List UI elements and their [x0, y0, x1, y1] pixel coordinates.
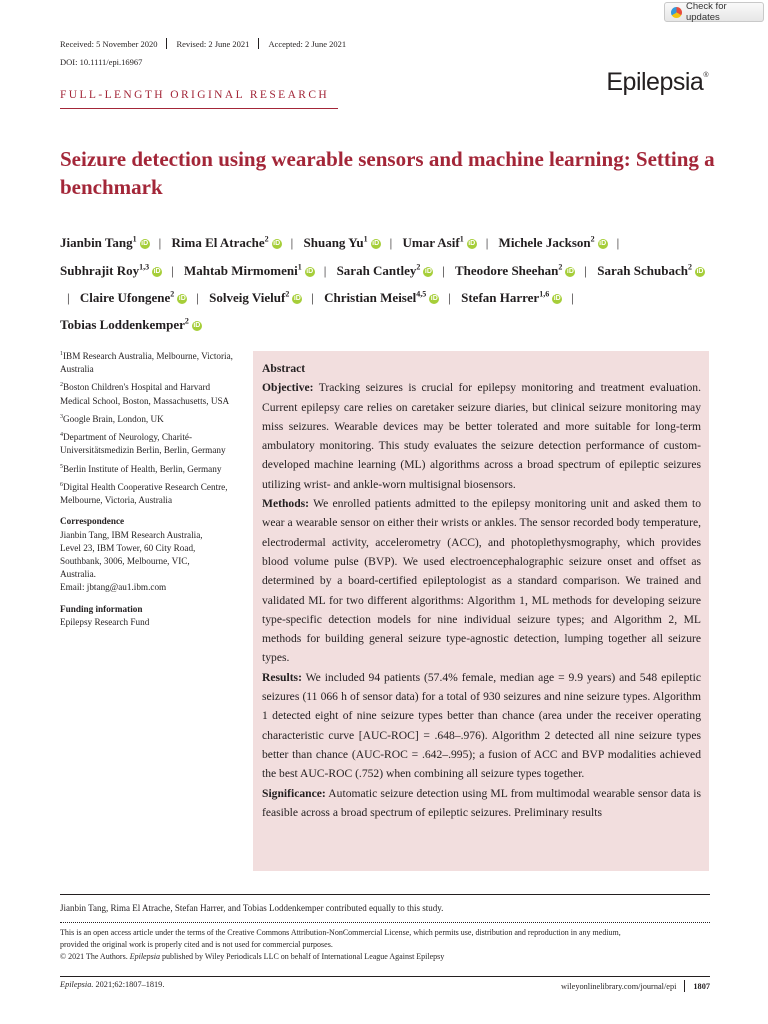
journal-logo [606, 68, 708, 97]
author-separator: | [67, 289, 70, 305]
author-separator: | [389, 235, 393, 251]
author[interactable] [499, 235, 610, 250]
orcid-icon[interactable]: iD [306, 267, 314, 275]
doi[interactable]: DOI: 10.1111/epi.16967 [60, 57, 143, 67]
abstract-box [253, 351, 709, 871]
page-footer [60, 980, 710, 992]
footer-journal: Epilepsia. [60, 980, 94, 989]
author-affiliation-sup: 2 [184, 316, 189, 326]
correspondence-heading: Correspondence [60, 516, 125, 527]
crossmark-icon [671, 7, 682, 18]
objective-label: Objective: [262, 381, 314, 395]
affiliation-text: Google Brain, London, UK [63, 414, 164, 424]
correspondence-line: Jianbin Tang, IBM Research Australia, [60, 529, 203, 540]
divider [166, 38, 167, 49]
abstract-results [262, 668, 701, 784]
author-separator: | [158, 235, 162, 251]
copyright-line [60, 951, 710, 963]
orcid-icon[interactable]: iD [696, 267, 704, 275]
contribution-note: Jianbin Tang, Rima El Atrache, Stefan Harrer, and Tobias Loddenkemper contributed equally to this study. [60, 903, 444, 913]
funding [60, 603, 235, 629]
sidebar-column [60, 348, 235, 635]
author-affiliation-sup: 2 [590, 235, 595, 244]
orcid-icon[interactable]: iD [153, 267, 161, 275]
affiliation [60, 411, 235, 426]
correspondence-line: Southbank, 3006, Melbourne, VIC, [60, 556, 190, 567]
author-affiliation-sup: 2 [416, 262, 421, 272]
author-affiliation-sup: 1,3 [139, 262, 150, 272]
orcid-icon[interactable]: iD [178, 295, 186, 302]
orcid-icon[interactable]: iD [599, 240, 607, 248]
check-for-updates-label: Check for updates [685, 1, 727, 23]
affiliation-number: 6 [60, 481, 63, 488]
author-name: Theodore Sheehan [455, 262, 559, 278]
affiliation-number: 4 [60, 432, 63, 439]
affiliation-text: Digital Health Cooperative Research Centre, Melbourne, Victoria, Australia [60, 482, 228, 506]
author-name: Solveig Vieluf [209, 289, 286, 305]
author[interactable] [455, 263, 577, 278]
author-affiliation-sup: 1,6 [539, 289, 550, 299]
correspondence [60, 515, 235, 594]
journal-url[interactable]: wileyonlinelibrary.com/journal/epi [561, 981, 677, 991]
copyright-prefix: © 2021 The Authors. [60, 952, 130, 961]
author[interactable] [60, 317, 204, 332]
affiliation [60, 429, 235, 457]
objective-text: Tracking seizures is crucial for epilepsy monitoring and treatment evaluation. Current epilepsy care relies on caretaker seizure diaries, but clinical seizure monitoring may miss seizures. Wearable devices may be better tolerated and more suitable for long-term ambulatory monitoring. This study evaluates the seizure detection performance of custom-developed machine learning (ML) algorithms across a broad spectrum of epileptic seizures utilizing wrist- and ankle-worn multisignal biosensors. [262, 381, 701, 491]
author-name: Umar Asif [402, 235, 460, 251]
author-separator: | [442, 262, 445, 278]
orcid-icon[interactable]: iD [372, 240, 380, 248]
license-note [60, 927, 710, 963]
citation [60, 980, 164, 992]
author-affiliation-sup: 2 [558, 262, 563, 272]
author-separator: | [311, 289, 314, 305]
affiliation-number: 1 [60, 351, 63, 357]
author-name: Claire Ufongene [79, 289, 171, 305]
copyright-suffix: published by Wiley Periodicals LLC on behalf of International League Against Epilepsy [159, 952, 445, 961]
author-affiliation-sup: 1 [132, 235, 137, 244]
author[interactable] [172, 235, 284, 250]
author-affiliation-sup: 1 [297, 262, 302, 272]
author-name: Sarah Cantley [336, 262, 417, 278]
significance-label: Significance: [262, 786, 326, 800]
author-separator: | [448, 289, 451, 305]
author-name: Tobias Loddenkemper [60, 317, 185, 333]
methods-label: Methods: [262, 497, 310, 511]
revised-date: Revised: 2 June 2021 [176, 38, 250, 49]
dotted-divider [60, 922, 710, 923]
orcid-icon[interactable]: iD [424, 267, 432, 275]
author-separator: | [616, 235, 620, 251]
results-label: Results: [262, 670, 302, 684]
correspondence-line: Level 23, IBM Tower, 60 City Road, [60, 542, 196, 553]
affiliation-text: Department of Neurology, Charité-Universitätsmedizin Berlin, Berlin, Germany [60, 432, 226, 456]
divider [684, 980, 685, 992]
affiliation [60, 479, 235, 507]
affiliation-text: Berlin Institute of Health, Berlin, Germany [63, 463, 222, 474]
abstract-significance [262, 784, 701, 823]
journal-name: Epilepsia [606, 68, 704, 96]
author-name: Sarah Schubach [597, 262, 688, 278]
author[interactable] [304, 235, 383, 250]
article-dates [60, 38, 346, 49]
orcid-icon[interactable]: iD [273, 240, 281, 248]
author[interactable] [403, 235, 479, 250]
correspondence-email[interactable]: Email: jbtang@au1.ibm.com [60, 582, 167, 593]
footer-citation: 2021;62:1807–1819. [93, 980, 165, 989]
author-affiliation-sup: 4,5 [416, 289, 427, 299]
author-name: Shuang Yu [303, 235, 364, 251]
abstract-objective [262, 378, 701, 494]
author-separator: | [571, 289, 574, 305]
affiliation-text: Boston Children's Hospital and Harvard Medical School, Boston, Massachusetts, USA [60, 382, 230, 406]
orcid-icon[interactable]: iD [293, 295, 301, 302]
author-name: Stefan Harrer [461, 289, 540, 305]
registered-mark: ® [703, 72, 708, 79]
orcid-icon[interactable]: iD [430, 295, 438, 302]
copyright-journal: Epilepsia [129, 952, 160, 961]
author-name: Rima El Atrache [171, 235, 265, 251]
affiliation-number: 5 [60, 463, 63, 470]
author[interactable] [80, 290, 189, 305]
author-separator: | [290, 235, 294, 251]
author-separator: | [196, 289, 199, 305]
author-name: Subhrajit Roy [60, 262, 140, 278]
author[interactable] [184, 263, 317, 278]
funding-text: Epilepsy Research Fund [60, 616, 150, 627]
author-list [60, 228, 720, 337]
section-rule [60, 108, 338, 109]
author-separator: | [584, 262, 588, 278]
author[interactable] [324, 290, 441, 305]
methods-text: We enrolled patients admitted to the epilepsy monitoring unit and asked them to wear a wearable sensor on either their wrists or ankles. The sensor recorded body temperature, electrodermal activity, accelerometry (ACC), and photoplethysmography, which provides blood volume pulse (BVP). We used electroencephalographic seizure onset and offset as determined by a board-certified epileptologist as a standard comparison. We trained and validated ML for two different algorithms: Algorithm 1, ML methods for developing seizure type-specific detection models for nine individual seizure types; and Algorithm 2, ML methods for building general seizure type-agnostic detection, lumping together all seizure types. [262, 497, 701, 665]
author[interactable] [597, 263, 707, 278]
license-line: This is an open access article under the terms of the Creative Commons Attribution-NonCommercial License, which permits use, distribution and reproduction in any medium, [60, 928, 621, 937]
significance-text: Automatic seizure detection using ML from multimodal wearable sensor data is feasible across a broad spectrum of epileptic seizures. Preliminary results [262, 786, 701, 819]
footer-right [561, 980, 710, 992]
author-separator: | [171, 262, 174, 278]
article-title: Seizure detection using wearable sensors and machine learning: Setting a benchmark [60, 147, 715, 199]
author-name: Michele Jackson [498, 235, 591, 251]
orcid-icon[interactable]: iD [468, 240, 476, 248]
correspondence-line: Australia. [60, 569, 96, 580]
author-affiliation-sup: 2 [687, 262, 692, 272]
author-affiliation-sup: 2 [285, 289, 290, 299]
affiliation-number: 3 [60, 413, 63, 420]
affiliations [60, 348, 235, 507]
author[interactable] [209, 290, 304, 305]
license-line: provided the original work is properly cited and is not used for commercial purposes. [60, 940, 333, 949]
author[interactable] [60, 235, 152, 250]
check-for-updates-button[interactable] [664, 2, 764, 22]
received-date: Received: 5 November 2020 [60, 38, 158, 49]
affiliation-number: 2 [60, 382, 63, 389]
abstract-heading: Abstract [262, 362, 306, 375]
funding-heading: Funding information [60, 603, 143, 614]
orcid-icon[interactable]: iD [566, 267, 574, 275]
author-name: Christian Meisel [324, 289, 417, 305]
affiliation [60, 348, 235, 376]
author-name: Jianbin Tang [60, 235, 133, 251]
orcid-icon[interactable]: iD [141, 240, 149, 248]
results-text: We included 94 patients (57.4% female, median age = 9.9 years) and 548 epileptic seizures (11 066 h of sensor data) for a total of 930 seizures and nine seizure types. Algorithm 1 detected eight of nine seizure types better than chance (area under the receiver operating characteristic curve [AUC-ROC] = .648–.976). Algorithm 2 detected all nine seizure types better than chance (AUC-ROC = .642–.995); a fusion of ACC and BVP modalities achieved the best AUC-ROC (.752) when combining all seizure types together. [262, 670, 701, 781]
author-affiliation-sup: 1 [459, 235, 464, 244]
author[interactable] [337, 263, 436, 278]
author-affiliation-sup: 2 [264, 235, 269, 244]
abstract-methods [262, 494, 701, 668]
accepted-date: Accepted: 2 June 2021 [268, 38, 347, 49]
author[interactable] [461, 290, 564, 305]
author-separator: | [323, 262, 327, 278]
orcid-icon[interactable]: iD [193, 322, 201, 330]
divider [258, 38, 259, 49]
orcid-icon[interactable]: iD [553, 295, 561, 302]
footnote-rule [60, 894, 710, 895]
author-separator: | [485, 235, 489, 251]
page-number: 1807 [693, 981, 710, 991]
section-label: FULL-LENGTH ORIGINAL RESEARCH [60, 89, 330, 101]
author-affiliation-sup: 1 [363, 235, 368, 244]
author-affiliation-sup: 2 [170, 289, 175, 299]
footer-rule [60, 976, 710, 977]
author[interactable] [60, 263, 164, 278]
affiliation [60, 461, 235, 476]
affiliation [60, 379, 235, 407]
affiliation-text: IBM Research Australia, Melbourne, Victoria, Australia [60, 351, 233, 375]
author-name: Mahtab Mirmomeni [183, 262, 298, 278]
